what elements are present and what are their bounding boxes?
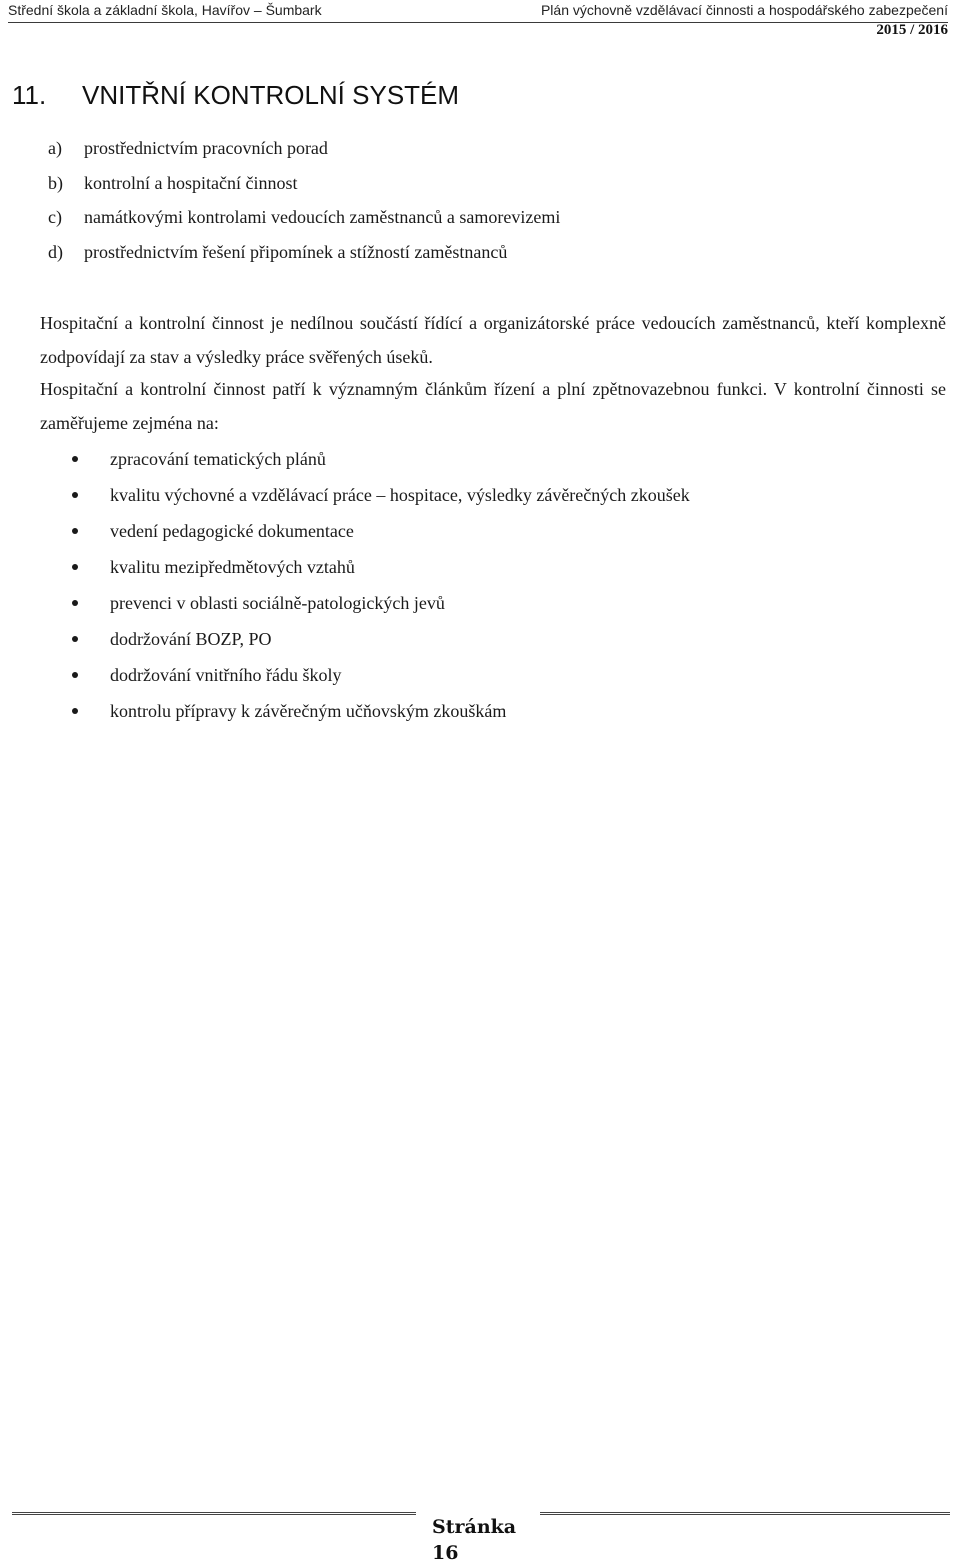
lettered-list — [48, 136, 560, 274]
list-item-text: vedení pedagogické dokumentace — [110, 521, 354, 541]
list-item-text: kvalitu výchovné a vzdělávací práce – hospitace, výsledky závěrečných zkoušek — [110, 485, 690, 505]
list-item-text: dodržování vnitřního řádu školy — [110, 665, 342, 685]
bullet-icon — [72, 456, 78, 462]
bullet-icon — [72, 600, 78, 606]
section-number: 11. — [12, 80, 47, 110]
footer-rule-left — [12, 1512, 416, 1515]
list-item-text: prevenci v oblasti sociálně-patologických jevů — [110, 593, 445, 613]
list-item-text: zpracování tematických plánů — [110, 449, 326, 469]
page-number-label: Stránka — [432, 1516, 517, 1538]
list-item — [48, 240, 560, 275]
paragraph-inspection-focus: Hospitační a kontrolní činnost patří k významným článkům řízení a plní zpětnovazebnou funkci. V kontrolní činnosti se zaměřujeme zejména na: — [40, 379, 946, 433]
list-item — [48, 205, 560, 240]
list-item-text: kontrolu přípravy k závěrečným učňovským zkouškám — [110, 701, 507, 721]
section-title: VNITŘNÍ KONTROLNÍ SYSTÉM — [82, 80, 460, 110]
list-item-text: kontrolní a hospitační činnost — [84, 172, 298, 193]
bullet-icon — [72, 636, 78, 642]
list-item-text: dodržování BOZP, PO — [110, 629, 272, 649]
list-item-text: prostřednictvím řešení připomínek a stížností zaměstnanců — [84, 241, 508, 262]
list-item-letter: b) — [48, 172, 63, 193]
header-document-title: Plán výchovně vzdělávací činnosti a hospodářského zabezpečení — [540, 2, 948, 18]
page-number — [432, 1514, 516, 1566]
list-item — [48, 136, 560, 171]
list-item-text: kvalitu mezipředmětových vztahů — [110, 557, 355, 577]
page-header — [8, 0, 948, 23]
header-school-year: 2015 / 2016 — [876, 22, 948, 38]
bullet-icon — [72, 528, 78, 534]
list-item-text: namátkovými kontrolami vedoucích zaměstnanců a samorevizemi — [84, 207, 561, 227]
list-item-letter: a) — [48, 138, 62, 158]
header-school-name: Střední škola a základní škola, Havířov – Šumbark — [8, 2, 322, 18]
bullet-icon — [72, 672, 78, 678]
bullet-icon — [72, 492, 78, 498]
list-item-text: prostřednictvím pracovních porad — [84, 138, 328, 158]
list-item — [48, 171, 560, 206]
paragraph-inspection-intro: Hospitační a kontrolní činnost je nedílnou součástí řídící a organizátorské práce vedoucích zaměstnanců, kteří komplexně zodpovídají za stav a výsledky práce svěřených úseků. — [40, 313, 946, 367]
bullet-icon — [72, 564, 78, 570]
bullet-icon — [72, 708, 78, 714]
section-heading — [12, 80, 459, 111]
footer-rule-right — [540, 1512, 950, 1515]
list-item-letter: c) — [48, 207, 62, 227]
list-item-letter: d) — [48, 241, 63, 262]
page-number-value: 16 — [432, 1542, 459, 1564]
